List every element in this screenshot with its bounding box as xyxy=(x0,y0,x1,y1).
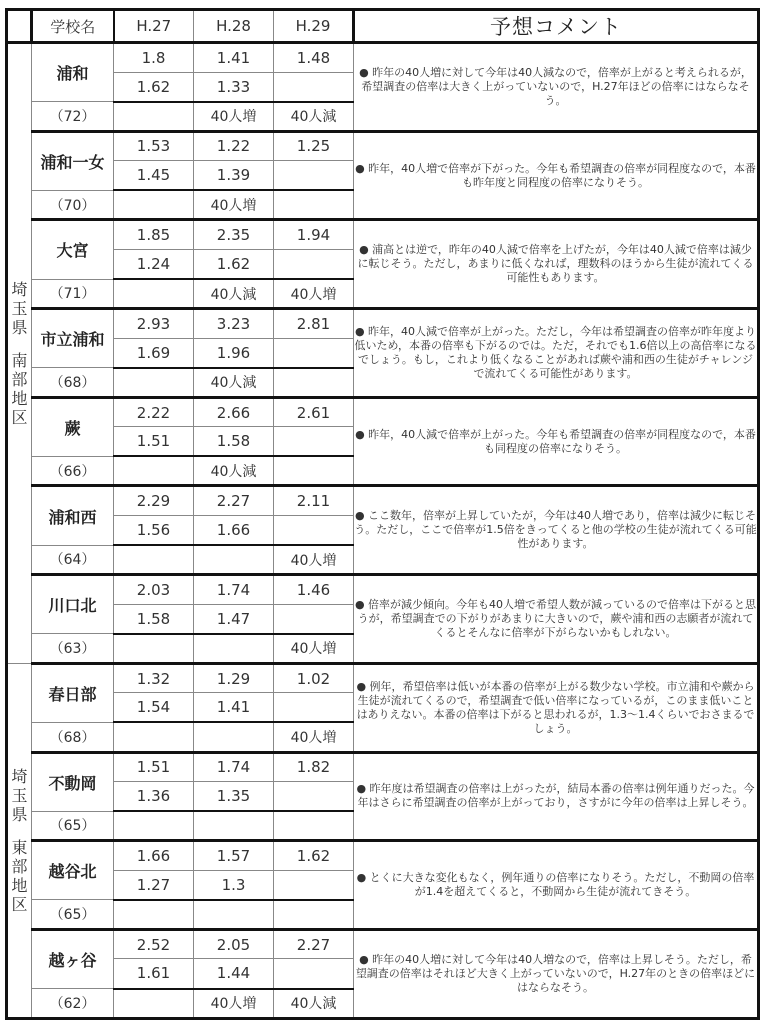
ratio-cell: 2.03 xyxy=(114,575,194,605)
survey-ratio-cell: 1.62 xyxy=(114,72,194,102)
school-capacity: （65） xyxy=(32,811,114,841)
school-capacity: （68） xyxy=(32,368,114,398)
comment-cell: ● 昨年度は希望調査の倍率は上がったが，結局本番の倍率は例年通りだった。今年はさらに希望調査の倍率が上がっており，さすがに今年の倍率は上昇しそう。 xyxy=(354,752,759,841)
ratio-cell: 1.8 xyxy=(114,43,194,73)
survey-ratio-cell: 1.27 xyxy=(114,870,194,900)
school-capacity: （72） xyxy=(32,102,114,132)
enrollment-change-cell: 40人増 xyxy=(274,545,354,575)
ratio-cell: 1.32 xyxy=(114,663,194,693)
survey-ratio-cell: 1.24 xyxy=(114,249,194,279)
survey-ratio-cell xyxy=(274,782,354,812)
survey-ratio-cell xyxy=(274,72,354,102)
enrollment-change-cell: 40人減 xyxy=(194,368,274,398)
enrollment-change-cell xyxy=(194,811,274,841)
header-year-h29: H.29 xyxy=(274,10,354,43)
enrollment-change-cell: 40人増 xyxy=(194,102,274,132)
survey-ratio-cell: 1.45 xyxy=(114,161,194,191)
ratio-cell: 1.94 xyxy=(274,220,354,250)
survey-ratio-cell xyxy=(274,516,354,546)
ratio-cell: 1.51 xyxy=(114,752,194,782)
ratio-cell: 1.82 xyxy=(274,752,354,782)
comment-cell: ● 倍率が減少傾向。今年も40人増で希望人数が減っているので倍率は下がると思うが，希望調査での下がりがあまりに大きいので，蕨や浦和西の志願者が流れてくるとそんなに倍率が下がらないかもしれない。 xyxy=(354,575,759,664)
ratio-cell: 1.29 xyxy=(194,663,274,693)
survey-ratio-cell: 1.35 xyxy=(194,782,274,812)
comment-cell: ● 昨年，40人減で倍率が上がった。今年も希望調査の倍率が同程度なので，本番も同程度の倍率になりそう。 xyxy=(354,397,759,486)
header-year-h28: H.28 xyxy=(194,10,274,43)
region-label xyxy=(7,663,32,1018)
table-row xyxy=(7,486,759,516)
ratio-cell: 1.74 xyxy=(194,575,274,605)
school-capacity: （71） xyxy=(32,279,114,309)
enrollment-change-cell xyxy=(114,811,194,841)
table-row xyxy=(7,663,759,693)
school-name: 越ヶ谷 xyxy=(32,929,114,988)
admission-ratio-table xyxy=(5,8,760,1020)
school-capacity: （66） xyxy=(32,456,114,486)
ratio-cell: 1.57 xyxy=(194,841,274,871)
enrollment-change-cell xyxy=(274,456,354,486)
survey-ratio-cell: 1.3 xyxy=(194,870,274,900)
ratio-cell: 1.02 xyxy=(274,663,354,693)
school-capacity: （70） xyxy=(32,190,114,220)
comment-cell: ● 昨年の40人増に対して今年は40人増なので，倍率は上昇しそう。ただし，希望調査の倍率はそれほど大きく上がっていないので，H.27年のときの倍率ほどにはならなそう。 xyxy=(354,929,759,1018)
ratio-cell: 2.27 xyxy=(274,929,354,959)
school-capacity: （62） xyxy=(32,989,114,1019)
comment-cell: ● 浦高とは逆で，昨年の40人減で倍率を上げたが，今年は40人減で倍率は減少に転じそう。ただし，あまりに低くなれば，理数科のほうから生徒が流れてくる可能性もあります。 xyxy=(354,220,759,309)
survey-ratio-cell: 1.44 xyxy=(194,959,274,989)
header-region xyxy=(7,10,32,43)
school-name: 市立浦和 xyxy=(32,309,114,368)
comment-cell: ● 昨年，40人減で倍率が上がった。ただし，今年は希望調査の倍率が昨年度より低いため，本番の倍率も下がるのでは。ただ，それでも1.6倍以上の高倍率になるでしょう。もし，これより低くなることがあれば蕨や浦和西の生徒がチャレンジで流れてくる可能性があります。 xyxy=(354,309,759,398)
survey-ratio-cell xyxy=(274,427,354,457)
school-name: 春日部 xyxy=(32,663,114,722)
region-district: 東部地区 xyxy=(11,837,28,914)
table-body xyxy=(7,43,759,1019)
table-row xyxy=(7,929,759,959)
comment-cell: ● 昨年の40人増に対して今年は40人減なので，倍率が上がると考えられるが，希望調査の倍率は大きく上がっていないので，H.27年ほどの倍率にはならなそう。 xyxy=(354,43,759,132)
header-comment: 予想コメント xyxy=(354,10,759,43)
enrollment-change-cell xyxy=(114,456,194,486)
survey-ratio-cell xyxy=(274,249,354,279)
ratio-cell: 1.85 xyxy=(114,220,194,250)
survey-ratio-cell xyxy=(274,959,354,989)
enrollment-change-cell: 40人減 xyxy=(194,279,274,309)
header-school-name: 学校名 xyxy=(32,10,114,43)
ratio-cell: 3.23 xyxy=(194,309,274,339)
ratio-cell: 2.35 xyxy=(194,220,274,250)
enrollment-change-cell xyxy=(194,722,274,752)
ratio-cell: 2.05 xyxy=(194,929,274,959)
survey-ratio-cell: 1.96 xyxy=(194,338,274,368)
enrollment-change-cell xyxy=(114,989,194,1019)
survey-ratio-cell: 1.62 xyxy=(194,249,274,279)
survey-ratio-cell xyxy=(274,161,354,191)
survey-ratio-cell: 1.69 xyxy=(114,338,194,368)
school-name: 越谷北 xyxy=(32,841,114,900)
table-row xyxy=(7,841,759,871)
ratio-cell: 1.41 xyxy=(194,43,274,73)
enrollment-change-cell: 40人増 xyxy=(274,279,354,309)
ratio-cell: 1.74 xyxy=(194,752,274,782)
enrollment-change-cell: 40人増 xyxy=(194,190,274,220)
enrollment-change-cell: 40人増 xyxy=(274,634,354,664)
survey-ratio-cell xyxy=(274,870,354,900)
enrollment-change-cell xyxy=(274,368,354,398)
enrollment-change-cell xyxy=(194,900,274,930)
enrollment-change-cell xyxy=(274,900,354,930)
enrollment-change-cell xyxy=(114,722,194,752)
ratio-cell: 2.61 xyxy=(274,397,354,427)
survey-ratio-cell: 1.54 xyxy=(114,693,194,723)
school-name: 浦和一女 xyxy=(32,131,114,190)
region-district: 南部地区 xyxy=(11,350,28,427)
region-label xyxy=(7,43,32,664)
survey-ratio-cell: 1.51 xyxy=(114,427,194,457)
table-row xyxy=(7,397,759,427)
school-capacity: （65） xyxy=(32,900,114,930)
enrollment-change-cell xyxy=(114,900,194,930)
enrollment-change-cell xyxy=(194,634,274,664)
ratio-cell: 2.93 xyxy=(114,309,194,339)
school-capacity: （64） xyxy=(32,545,114,575)
ratio-cell: 1.46 xyxy=(274,575,354,605)
ratio-cell: 2.52 xyxy=(114,929,194,959)
enrollment-change-cell xyxy=(114,368,194,398)
ratio-cell: 1.53 xyxy=(114,131,194,161)
table-row xyxy=(7,220,759,250)
enrollment-change-cell: 40人減 xyxy=(274,102,354,132)
ratio-cell: 1.66 xyxy=(114,841,194,871)
enrollment-change-cell xyxy=(194,545,274,575)
header-year-h27: H.27 xyxy=(114,10,194,43)
survey-ratio-cell xyxy=(274,693,354,723)
survey-ratio-cell: 1.33 xyxy=(194,72,274,102)
table-row xyxy=(7,43,759,73)
survey-ratio-cell: 1.58 xyxy=(114,604,194,634)
comment-cell: ● とくに大きな変化もなく，例年通りの倍率になりそう。ただし，不動岡の倍率が1.4を超えてくると，不動岡から生徒が流れてきそう。 xyxy=(354,841,759,930)
ratio-cell: 2.27 xyxy=(194,486,274,516)
comment-cell: ● ここ数年，倍率が上昇していたが，今年は40人増であり，倍率は減少に転じそう。ただし，ここで倍率が1.5倍をきってくると他の学校の生徒が流れてくる可能性があります。 xyxy=(354,486,759,575)
ratio-cell: 1.25 xyxy=(274,131,354,161)
region-prefecture: 埼玉県 xyxy=(11,279,28,337)
enrollment-change-cell: 40人減 xyxy=(194,456,274,486)
survey-ratio-cell: 1.66 xyxy=(194,516,274,546)
school-name: 浦和西 xyxy=(32,486,114,545)
ratio-cell: 1.22 xyxy=(194,131,274,161)
enrollment-change-cell xyxy=(114,279,194,309)
school-name: 川口北 xyxy=(32,575,114,634)
survey-ratio-cell: 1.39 xyxy=(194,161,274,191)
enrollment-change-cell xyxy=(114,545,194,575)
survey-ratio-cell: 1.61 xyxy=(114,959,194,989)
school-name: 浦和 xyxy=(32,43,114,102)
enrollment-change-cell xyxy=(274,190,354,220)
ratio-cell: 2.22 xyxy=(114,397,194,427)
survey-ratio-cell: 1.41 xyxy=(194,693,274,723)
enrollment-change-cell xyxy=(114,190,194,220)
table-row xyxy=(7,131,759,161)
survey-ratio-cell: 1.47 xyxy=(194,604,274,634)
table-row xyxy=(7,752,759,782)
ratio-cell: 1.62 xyxy=(274,841,354,871)
school-capacity: （68） xyxy=(32,722,114,752)
survey-ratio-cell: 1.58 xyxy=(194,427,274,457)
table-row xyxy=(7,575,759,605)
enrollment-change-cell: 40人増 xyxy=(274,722,354,752)
table-row xyxy=(7,309,759,339)
region-prefecture: 埼玉県 xyxy=(11,766,28,824)
header-row xyxy=(7,10,759,43)
comment-cell: ● 例年，希望倍率は低いが本番の倍率が上がる数少ない学校。市立浦和や蕨から生徒が流れてくるので，希望調査で低い倍率になっているが，このまま低いことはありえない。本番の倍率は下がると思われるが，1.3〜1.4くらいでおさまるでしょう。 xyxy=(354,663,759,752)
comment-cell: ● 昨年，40人増で倍率が下がった。今年も希望調査の倍率が同程度なので，本番も昨年度と同程度の倍率になりそう。 xyxy=(354,131,759,220)
school-name: 蕨 xyxy=(32,397,114,456)
survey-ratio-cell xyxy=(274,338,354,368)
ratio-cell: 1.48 xyxy=(274,43,354,73)
enrollment-change-cell xyxy=(114,102,194,132)
ratio-cell: 2.11 xyxy=(274,486,354,516)
ratio-cell: 2.81 xyxy=(274,309,354,339)
survey-ratio-cell xyxy=(274,604,354,634)
survey-ratio-cell: 1.36 xyxy=(114,782,194,812)
enrollment-change-cell: 40人増 xyxy=(194,989,274,1019)
school-name: 不動岡 xyxy=(32,752,114,811)
enrollment-change-cell xyxy=(114,634,194,664)
ratio-cell: 2.66 xyxy=(194,397,274,427)
school-capacity: （63） xyxy=(32,634,114,664)
ratio-cell: 2.29 xyxy=(114,486,194,516)
survey-ratio-cell: 1.56 xyxy=(114,516,194,546)
enrollment-change-cell: 40人減 xyxy=(274,989,354,1019)
enrollment-change-cell xyxy=(274,811,354,841)
school-name: 大宮 xyxy=(32,220,114,279)
